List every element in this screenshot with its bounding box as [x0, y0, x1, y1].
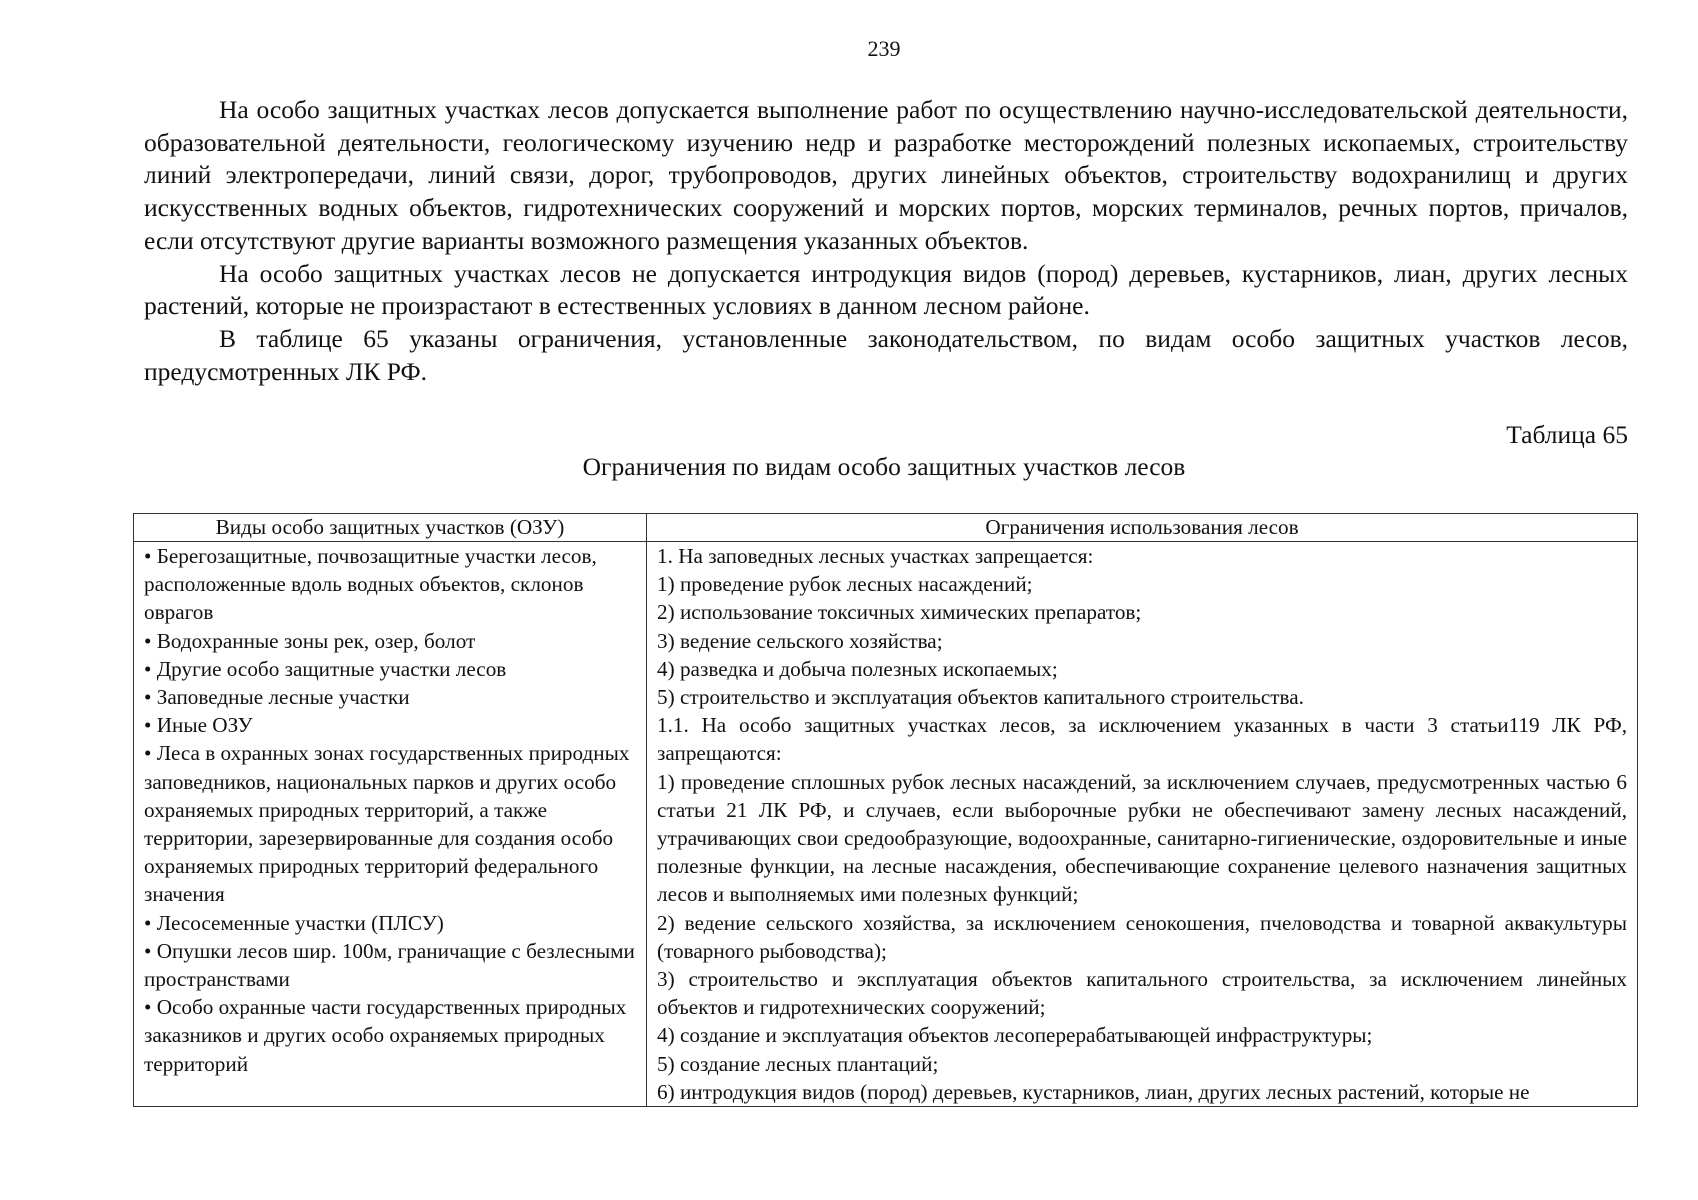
table-number-label: Таблица 65	[1506, 420, 1628, 449]
table-row	[134, 542, 1638, 1107]
restriction-line: 1) проведение рубок лесных насаждений;	[657, 572, 1033, 597]
paragraph: В таблице 65 указаны ограничения, установленные законодательством, по видам особо защитных участков лесов, предусмотренных ЛК РФ.	[144, 323, 1628, 386]
protected-area-types-cell	[134, 542, 647, 1107]
list-item: • Лесосеменные участки (ПЛСУ)	[144, 910, 444, 935]
restriction-line: 6) интродукция видов (пород) деревьев, кустарников, лиан, других лесных растений, которые не	[657, 1079, 1530, 1104]
restriction-line: 3) ведение сельского хозяйства;	[657, 628, 943, 653]
paragraph: На особо защитных участках лесов допускается выполнение работ по осуществлению научно-исследовательской деятельности, образовательной деятельности, геологическому изучению недр и разработке месторождений полезных ископаемых, строительству линий электропередачи, линий связи, дорог, трубопроводов, других линейных объектов, строительству водохранилищ и других искусственных водных объектов, гидротехнических сооружений и морских портов, морских терминалов, речных портов, причалов, если отсутствуют другие варианты возможного размещения указанных объектов.	[144, 95, 1628, 255]
header-forest-use-restrictions: Ограничения использования лесов	[647, 514, 1638, 542]
table-title: Ограничения по видам особо защитных участков лесов	[582, 452, 1186, 481]
restrictions-cell	[647, 542, 1638, 1107]
restriction-line: 2) ведение сельского хозяйства, за исключением сенокошения, пчеловодства и товарной аквакультуры (товарного рыбоводства);	[657, 910, 1627, 963]
paragraph: На особо защитных участках лесов не допускается интродукция видов (пород) деревьев, кустарников, лиан, других лесных растений, которые не произрастают в естественных условиях в данном лесном районе.	[144, 258, 1628, 321]
header-protected-area-types: Виды особо защитных участков (ОЗУ)	[134, 514, 647, 542]
restriction-line: 2) использование токсичных химических препаратов;	[657, 600, 1142, 625]
list-item: • Особо охранные части государственных природных заказников и других особо охраняемых природных территорий	[144, 995, 627, 1076]
list-item: • Заповедные лесные участки	[144, 685, 410, 710]
list-item: • Другие особо защитные участки лесов	[144, 656, 507, 681]
restrictions-table	[133, 513, 1638, 1107]
restriction-line: 1. На заповедных лесных участках запрещается:	[657, 544, 1094, 568]
restriction-line: 4) создание и эксплуатация объектов лесоперерабатывающей инфраструктуры;	[657, 1023, 1373, 1048]
restriction-line: 1.1. На особо защитных участках лесов, за исключением указанных в части 3 статьи119 ЛК РФ, запрещаются:	[657, 713, 1627, 766]
restriction-line: 3) строительство и эксплуатация объектов капитального строительства, за исключением линейных объектов и гидротехнических сооружений;	[657, 967, 1627, 1020]
body-text	[144, 94, 1628, 388]
restriction-line: 5) создание лесных плантаций;	[657, 1051, 939, 1076]
list-item: • Берегозащитные, почвозащитные участки лесов, расположенные вдоль водных объектов, склонов оврагов	[144, 544, 597, 625]
table-header-row	[134, 514, 1638, 542]
list-item: • Водохранные зоны рек, озер, болот	[144, 628, 476, 653]
restriction-line: 4) разведка и добыча полезных ископаемых;	[657, 656, 1058, 681]
list-item: • Леса в охранных зонах государственных природных заповедников, национальных парков и других особо охраняемых природных территорий, а также территории, зарезервированные для создания особо охраняемых природных территорий федерального значения	[144, 741, 630, 907]
list-item: • Опушки лесов шир. 100м, граничащие с безлесными пространствами	[144, 938, 635, 992]
list-item: • Иные ОЗУ	[144, 713, 253, 738]
restriction-line: 5) строительство и эксплуатация объектов капитального строительства.	[657, 685, 1304, 710]
page-number: 239	[867, 36, 901, 61]
restriction-line: 1) проведение сплошных рубок лесных насаждений, за исключением случаев, предусмотренных частью 6 статьи 21 ЛК РФ, и случаев, если выборочные рубки не обеспечивают замену лесных насаждений, утрачивающих свои средообразующие, водоохранные, санитарно-гигиенические, оздоровительные и иные полезные функции, на лесные насаждения, обеспечивающие сохранение целевого назначения защитных лесов и выполняемых ими полезных функций;	[657, 769, 1627, 907]
